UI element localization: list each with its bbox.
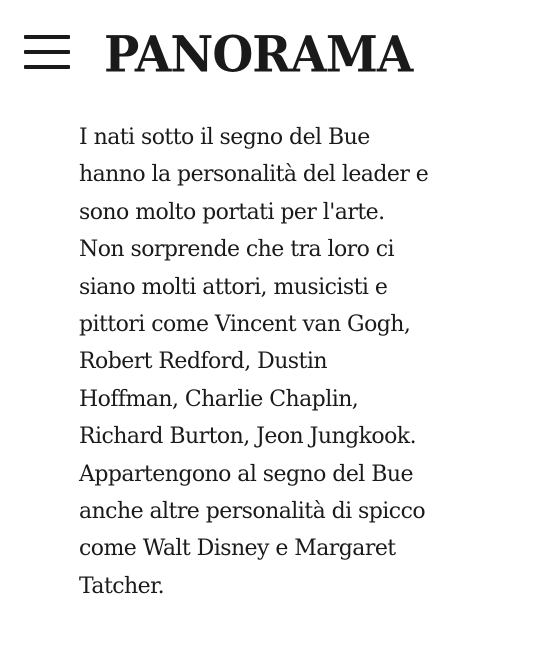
menu-bar-bottom xyxy=(24,65,70,69)
article-line: Hoffman, Charlie Chaplin, xyxy=(79,386,359,412)
hamburger-menu-icon[interactable] xyxy=(24,33,72,73)
article-line: I nati sotto il segno del Bue xyxy=(79,125,370,150)
article-line: anche altre personalità di spicco xyxy=(79,499,426,525)
article-line: Appartengono al segno del Bue xyxy=(79,461,413,487)
site-header xyxy=(0,0,560,100)
article-line: come Walt Disney e Margaret xyxy=(79,536,396,562)
menu-bar-top xyxy=(24,35,70,39)
article-line: Tatcher. xyxy=(79,573,165,599)
article-line: pittori come Vincent van Gogh, xyxy=(79,312,411,338)
menu-bar-middle xyxy=(24,50,70,54)
article-line: hanno la personalità del leader e xyxy=(79,162,429,188)
article-line: Richard Burton, Jeon Jungkook. xyxy=(79,424,417,450)
article-line: Non sorprende che tra loro ci xyxy=(79,237,395,263)
article-paragraph xyxy=(79,119,499,605)
site-logo[interactable]: PANORAMA xyxy=(104,26,413,85)
article-line: Robert Redford, Dustin xyxy=(79,349,327,375)
article-line: sono molto portati per l'arte. xyxy=(79,199,385,225)
article-line: siano molti attori, musicisti e xyxy=(79,274,388,300)
